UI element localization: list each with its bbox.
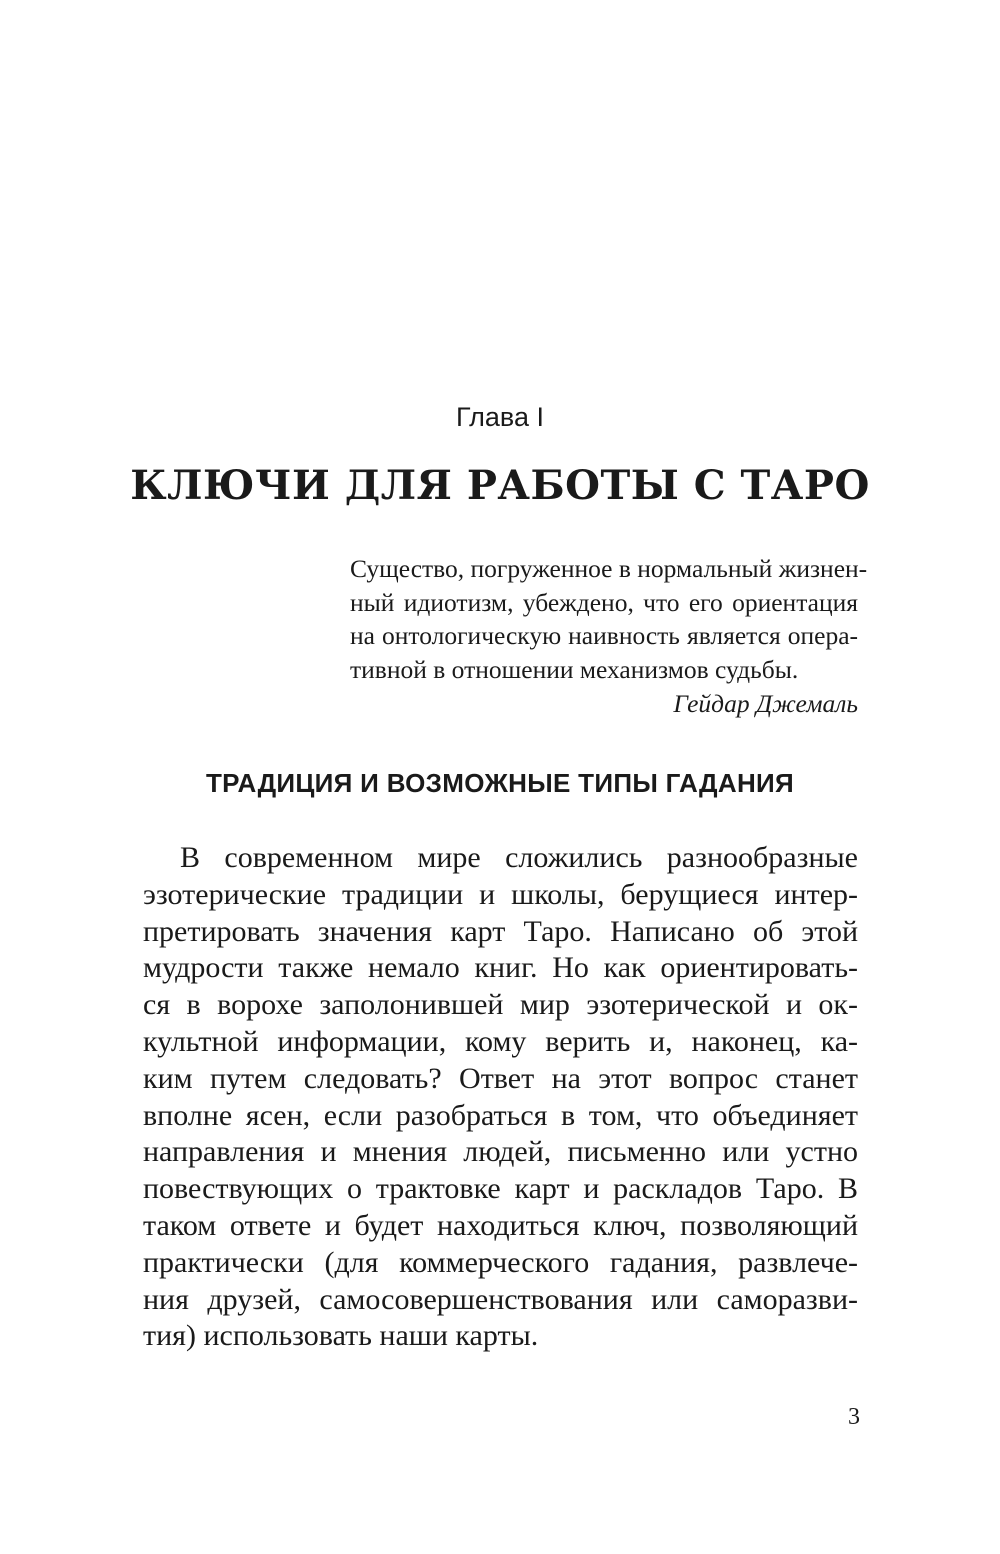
body-line: направления и мнения людей, письменно или устно — [143, 1135, 858, 1169]
body-line: вполне ясен, если разобраться в том, что объединяет — [143, 1098, 858, 1132]
body-line: ким путем следовать? Ответ на этот вопрос станет — [143, 1061, 858, 1095]
epigraph-author: Гейдар Джемаль — [673, 689, 858, 718]
section-heading: ТРАДИЦИЯ И ВОЗМОЖНЫЕ ТИПЫ ГАДАНИЯ — [206, 768, 794, 798]
body-line: ся в ворохе заполонившей мир эзотерической и ок- — [143, 988, 858, 1022]
body-line: повествующих о трактовке карт и раскладов Таро. В — [143, 1172, 858, 1206]
body-line: ния друзей, самосовершенствования или саморазви- — [143, 1282, 858, 1316]
body-line: культной информации, кому верить и, наконец, ка- — [143, 1024, 858, 1058]
body-paragraph — [143, 840, 858, 1355]
body-line: тия) использовать наши карты. — [143, 1319, 539, 1353]
chapter-label: Глава I — [456, 402, 544, 432]
epigraph-line: Существо, погруженное в нормальный жизнен- — [350, 554, 868, 583]
body-line: таком ответе и будет находиться ключ, позволяющий — [143, 1208, 858, 1242]
body-line: мудрости также немало книг. Но как ориентировать- — [143, 951, 858, 985]
page-number: 3 — [848, 1404, 860, 1430]
epigraph-line: ный идиотизм, убеждено, что его ориентация — [350, 587, 858, 617]
body-line: эзотерические традиции и школы, берущиеся интер- — [143, 877, 858, 911]
chapter-title: КЛЮЧИ ДЛЯ РАБОТЫ С ТАРО — [130, 462, 870, 509]
body-line: В современном мире сложились разнообразные — [180, 841, 858, 874]
epigraph-line: тивной в отношении механизмов судьбы. — [350, 654, 799, 684]
body-line: претировать значения карт Таро. Написано об этой — [143, 914, 858, 948]
epigraph-line: на онтологическую наивность является опера- — [350, 621, 858, 650]
epigraph — [350, 552, 868, 722]
body-line: практически (для коммерческого гадания, развлече- — [143, 1245, 858, 1279]
